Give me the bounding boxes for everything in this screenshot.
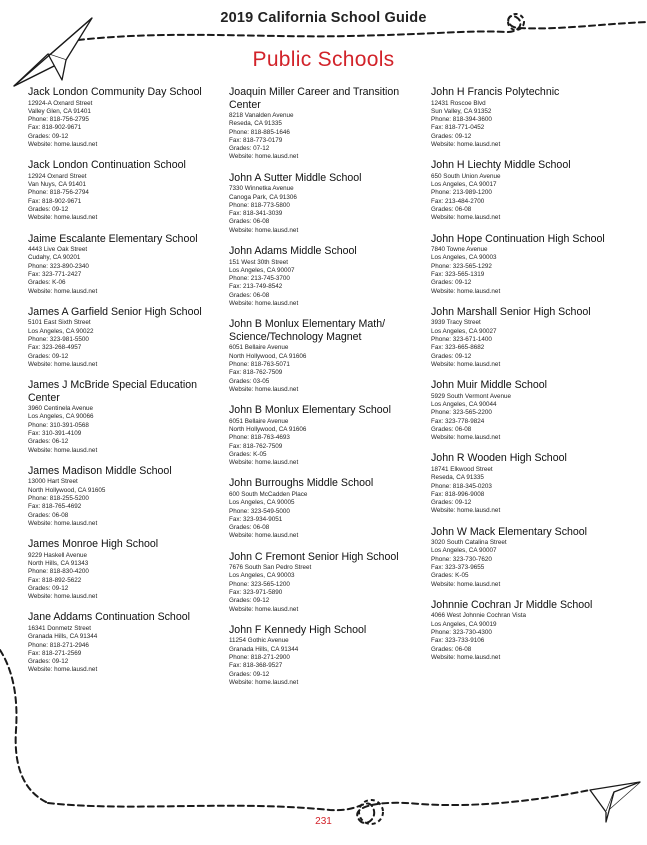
- school-address: 6051 Bellaire Avenue: [229, 344, 289, 352]
- school-city: North Hollywood, CA 91606: [229, 425, 307, 433]
- school-city: Valley Glen, CA 91401: [28, 107, 91, 115]
- school-address: 3020 South Catalina Street: [431, 539, 507, 547]
- school-fax: Fax: 213-484-2700: [431, 197, 485, 205]
- school-fax: Fax: 818-271-2569: [28, 649, 82, 657]
- school-website: Website: home.lausd.net: [229, 532, 299, 540]
- school-name: Jack London Continuation School: [28, 159, 186, 172]
- school-city: Los Angeles, CA 90019: [431, 620, 497, 628]
- school-name: John Adams Middle School: [229, 245, 357, 258]
- school-grades: Grades: 09-12: [28, 584, 69, 592]
- school-city: Reseda, CA 91335: [431, 474, 484, 482]
- school-website: Website: home.lausd.net: [229, 459, 299, 467]
- school-phone: Phone: 310-391-0568: [28, 421, 89, 429]
- school-website: Website: home.lausd.net: [229, 226, 299, 234]
- school-city: Reseda, CA 91335: [229, 120, 282, 128]
- school-grades: Grades: 09-12: [28, 352, 69, 360]
- school-phone: Phone: 818-885-1646: [229, 128, 290, 136]
- school-phone: Phone: 323-565-1200: [229, 580, 290, 588]
- school-grades: Grades: 09-12: [431, 132, 472, 140]
- school-fax: Fax: 323-733-9106: [431, 637, 485, 645]
- school-phone: Phone: 213-989-1200: [431, 189, 492, 197]
- school-entry: [28, 233, 220, 296]
- school-name: John Burroughs Middle School: [229, 477, 374, 490]
- school-name: John H Liechty Middle School: [431, 159, 571, 172]
- school-name: John A Sutter Middle School: [229, 171, 362, 184]
- school-fax: Fax: 818-771-0452: [431, 124, 485, 132]
- school-grades: Grades: 09-12: [431, 352, 472, 360]
- school-address: 8218 Vanalden Avenue: [229, 112, 294, 119]
- school-entry: [28, 159, 220, 222]
- school-name: John R Wooden High School: [431, 452, 567, 465]
- school-fax: Fax: 818-762-7509: [229, 369, 283, 377]
- school-entry: [28, 465, 220, 528]
- school-phone: Phone: 323-565-2200: [431, 409, 492, 417]
- school-name: James Monroe High School: [28, 538, 159, 551]
- school-city: North Hills, CA 91343: [28, 559, 89, 567]
- school-address: 12431 Roscoe Blvd: [431, 99, 486, 107]
- school-grades: Grades: 06-08: [229, 218, 270, 226]
- school-city: Los Angeles, CA 90005: [229, 499, 295, 507]
- school-grades: Grades: K-05: [431, 572, 469, 580]
- school-phone: Phone: 818-763-5071: [229, 360, 290, 368]
- school-phone: Phone: 323-671-1400: [431, 335, 492, 343]
- school-city: Los Angeles, CA 90066: [28, 413, 94, 421]
- school-entry: [229, 551, 421, 614]
- school-grades: Grades: 06-08: [431, 645, 472, 653]
- school-grades: Grades: 09-12: [431, 499, 472, 507]
- school-address: 4443 Live Oak Street: [28, 246, 88, 254]
- school-entry: [431, 86, 623, 149]
- school-address: 13000 Hart Street: [28, 478, 78, 486]
- school-fax: Fax: 818-902-9671: [28, 197, 82, 205]
- school-entry: [229, 318, 421, 394]
- school-address: 18741 Elkwood Street: [431, 465, 493, 473]
- school-website: Website: home.lausd.net: [28, 519, 98, 527]
- school-name: Joaquin Miller Career and Transition Center: [229, 86, 400, 111]
- school-fax: Fax: 818-892-5622: [28, 576, 82, 584]
- school-address: 7676 South San Pedro Street: [229, 564, 312, 572]
- school-entry: [229, 477, 421, 540]
- school-grades: Grades: 06-12: [28, 438, 69, 446]
- school-fax: Fax: 323-971-5890: [229, 589, 283, 597]
- school-name: James A Garfield Senior High School: [28, 305, 202, 318]
- school-fax: Fax: 323-934-9051: [229, 515, 283, 523]
- school-city: North Hollywood, CA 91605: [28, 486, 106, 494]
- school-name: Jaime Escalante Elementary School: [28, 232, 198, 245]
- school-entry: [431, 526, 623, 589]
- school-phone: Phone: 323-549-5000: [229, 507, 290, 515]
- school-grades: Grades: 09-12: [28, 132, 69, 140]
- school-fax: Fax: 818-368-9527: [229, 662, 283, 670]
- school-address: 3939 Tracy Street: [431, 319, 481, 327]
- school-website: Website: home.lausd.net: [431, 653, 501, 661]
- school-grades: Grades: 06-08: [431, 425, 472, 433]
- school-phone: Phone: 818-271-2900: [229, 654, 290, 662]
- school-address: 6051 Bellaire Avenue: [229, 417, 289, 425]
- school-phone: Phone: 818-830-4200: [28, 568, 89, 576]
- school-website: Website: home.lausd.net: [431, 580, 501, 588]
- school-website: Website: home.lausd.net: [28, 287, 98, 295]
- school-website: Website: home.lausd.net: [28, 140, 98, 148]
- school-fax: Fax: 323-565-1319: [431, 270, 485, 278]
- school-city: Granada Hills, CA 91344: [28, 633, 98, 641]
- school-website: Website: home.lausd.net: [431, 434, 501, 442]
- school-name: John B Monlux Elementary School: [229, 404, 391, 417]
- school-address: 151 West 30th Street: [229, 258, 289, 266]
- school-entry: [229, 404, 421, 467]
- school-website: Website: home.lausd.net: [229, 300, 299, 308]
- school-grades: Grades: 06-08: [229, 291, 270, 299]
- school-name: John B Monlux Elementary Math/ Science/Technology Magnet: [229, 318, 386, 343]
- school-entry: [431, 599, 623, 662]
- school-website: Website: home.lausd.net: [431, 507, 501, 515]
- school-address: 12924-A Oxnard Street: [28, 99, 93, 107]
- school-website: Website: home.lausd.net: [431, 140, 501, 148]
- school-column-3: [431, 86, 623, 672]
- school-grades: Grades: 09-12: [229, 670, 270, 678]
- school-grades: Grades: K-05: [229, 450, 267, 458]
- school-phone: Phone: 818-773-5800: [229, 201, 290, 209]
- school-phone: Phone: 213-745-3700: [229, 275, 290, 283]
- school-website: Website: home.lausd.net: [431, 214, 501, 222]
- school-address: 7330 Winnetka Avenue: [229, 185, 294, 193]
- school-phone: Phone: 323-890-2340: [28, 262, 89, 270]
- school-name: John W Mack Elementary School: [431, 525, 588, 538]
- school-fax: Fax: 213-749-8542: [229, 283, 283, 291]
- school-address: 16341 Donmetz Street: [28, 624, 92, 632]
- school-city: North Hollywood, CA 91606: [229, 352, 307, 360]
- school-grades: Grades: 03-05: [229, 377, 270, 385]
- school-grades: Grades: 06-08: [431, 205, 472, 213]
- page-number: 231: [315, 816, 332, 827]
- school-city: Van Nuys, CA 91401: [28, 181, 86, 189]
- school-column-2: [229, 86, 421, 697]
- school-name: Jack London Community Day School: [28, 86, 202, 98]
- school-grades: Grades: 09-12: [28, 658, 69, 666]
- school-fax: Fax: 323-771-2427: [28, 270, 82, 278]
- school-website: Website: home.lausd.net: [28, 593, 98, 601]
- school-address: 4066 West Johnnie Cochran Vista: [431, 612, 526, 620]
- school-entry: [28, 86, 220, 149]
- school-city: Cudahy, CA 90201: [28, 254, 81, 262]
- school-website: Website: home.lausd.net: [229, 153, 299, 161]
- school-fax: Fax: 323-665-8682: [431, 344, 485, 352]
- school-address: 7840 Towne Avenue: [431, 246, 488, 254]
- school-grades: Grades: 07-12: [229, 145, 270, 153]
- school-city: Los Angeles, CA 90007: [229, 266, 295, 274]
- school-phone: Phone: 818-345-0203: [431, 482, 492, 490]
- school-name: Jane Addams Continuation School: [28, 611, 190, 624]
- school-fax: Fax: 323-373-9655: [431, 564, 485, 572]
- school-phone: Phone: 323-981-5500: [28, 335, 89, 343]
- school-grades: Grades: 09-12: [28, 205, 69, 213]
- school-name: James J McBride Special Education Center: [28, 379, 197, 404]
- school-name: John C Fremont Senior High School: [229, 550, 399, 563]
- school-website: Website: home.lausd.net: [229, 678, 299, 686]
- school-phone: Phone: 323-565-1292: [431, 262, 492, 270]
- school-website: Website: home.lausd.net: [28, 666, 98, 674]
- school-phone: Phone: 818-394-3600: [431, 116, 492, 124]
- school-phone: Phone: 818-271-2946: [28, 641, 89, 649]
- school-fax: Fax: 818-773-0179: [229, 136, 283, 144]
- school-grades: Grades: 06-08: [28, 511, 69, 519]
- school-entry: [431, 452, 623, 515]
- school-city: Canoga Park, CA 91306: [229, 193, 297, 201]
- school-city: Los Angeles, CA 90044: [431, 400, 497, 408]
- school-entry: [431, 306, 623, 369]
- school-address: 650 South Union Avenue: [431, 172, 501, 180]
- school-website: Website: home.lausd.net: [28, 360, 98, 368]
- school-entry: [431, 379, 623, 442]
- school-city: Los Angeles, CA 90003: [229, 572, 295, 580]
- school-name: James Madison Middle School: [28, 464, 172, 477]
- school-fax: Fax: 818-765-4692: [28, 503, 82, 511]
- school-address: 5929 South Vermont Avenue: [431, 392, 512, 400]
- school-city: Los Angeles, CA 90007: [431, 547, 497, 555]
- school-entry: [28, 379, 220, 455]
- school-name: John Muir Middle School: [431, 379, 547, 392]
- school-name: John H Francis Polytechnic: [431, 86, 560, 98]
- school-city: Los Angeles, CA 90027: [431, 327, 497, 335]
- school-name: John Hope Continuation High School: [431, 232, 605, 245]
- school-website: Website: home.lausd.net: [28, 214, 98, 222]
- school-phone: Phone: 818-255-5200: [28, 495, 89, 502]
- school-name: Johnnie Cochran Jr Middle School: [431, 598, 593, 611]
- school-name: John F Kennedy High School: [229, 623, 367, 636]
- school-city: Los Angeles, CA 90017: [431, 181, 497, 189]
- school-name: John Marshall Senior High School: [431, 305, 591, 318]
- school-website: Website: home.lausd.net: [431, 360, 501, 368]
- school-entry: [431, 159, 623, 222]
- guide-title: 2019 California School Guide: [220, 10, 427, 26]
- school-fax: Fax: 323-268-4957: [28, 344, 82, 352]
- school-column-1: [28, 86, 220, 685]
- school-city: Los Angeles, CA 90022: [28, 327, 94, 335]
- school-entry: [28, 611, 220, 674]
- school-fax: Fax: 818-996-9008: [431, 490, 485, 498]
- school-address: 11254 Gothic Avenue: [229, 637, 289, 645]
- school-grades: Grades: 09-12: [431, 279, 472, 287]
- school-phone: Phone: 818-756-2794: [28, 189, 89, 197]
- school-website: Website: home.lausd.net: [28, 446, 98, 454]
- school-entry: [229, 624, 421, 687]
- school-entry: [431, 233, 623, 296]
- school-entry: [28, 306, 220, 369]
- school-fax: Fax: 818-902-9671: [28, 124, 82, 132]
- school-grades: Grades: K-06: [28, 279, 66, 287]
- school-address: 12924 Oxnard Street: [28, 172, 87, 180]
- school-phone: Phone: 323-730-4300: [431, 629, 492, 637]
- school-city: Sun Valley, CA 91352: [431, 107, 492, 115]
- school-city: Los Angeles, CA 90003: [431, 254, 497, 262]
- school-entry: [28, 538, 220, 601]
- school-grades: Grades: 09-12: [229, 597, 270, 605]
- school-fax: Fax: 818-762-7509: [229, 442, 283, 450]
- school-fax: Fax: 323-778-9824: [431, 417, 485, 425]
- school-city: Granada Hills, CA 91344: [229, 645, 299, 653]
- school-phone: Phone: 323-730-7620: [431, 555, 492, 563]
- school-phone: Phone: 818-763-4693: [229, 434, 290, 442]
- school-website: Website: home.lausd.net: [431, 287, 501, 295]
- school-address: 5101 East Sixth Street: [28, 319, 91, 327]
- section-title: Public Schools: [252, 48, 395, 71]
- school-address: 3960 Centinela Avenue: [28, 405, 94, 413]
- school-address: 9229 Haskell Avenue: [28, 551, 88, 559]
- school-grades: Grades: 06-08: [229, 524, 270, 532]
- school-phone: Phone: 818-756-2795: [28, 116, 89, 124]
- school-entry: [229, 245, 421, 308]
- school-entry: [229, 172, 421, 235]
- school-website: Website: home.lausd.net: [229, 385, 299, 393]
- school-website: Website: home.lausd.net: [229, 605, 299, 613]
- school-entry: [229, 86, 421, 162]
- school-address: 600 South McCadden Place: [229, 490, 308, 498]
- school-fax: Fax: 310-391-4109: [28, 430, 82, 438]
- school-fax: Fax: 818-341-3039: [229, 210, 283, 218]
